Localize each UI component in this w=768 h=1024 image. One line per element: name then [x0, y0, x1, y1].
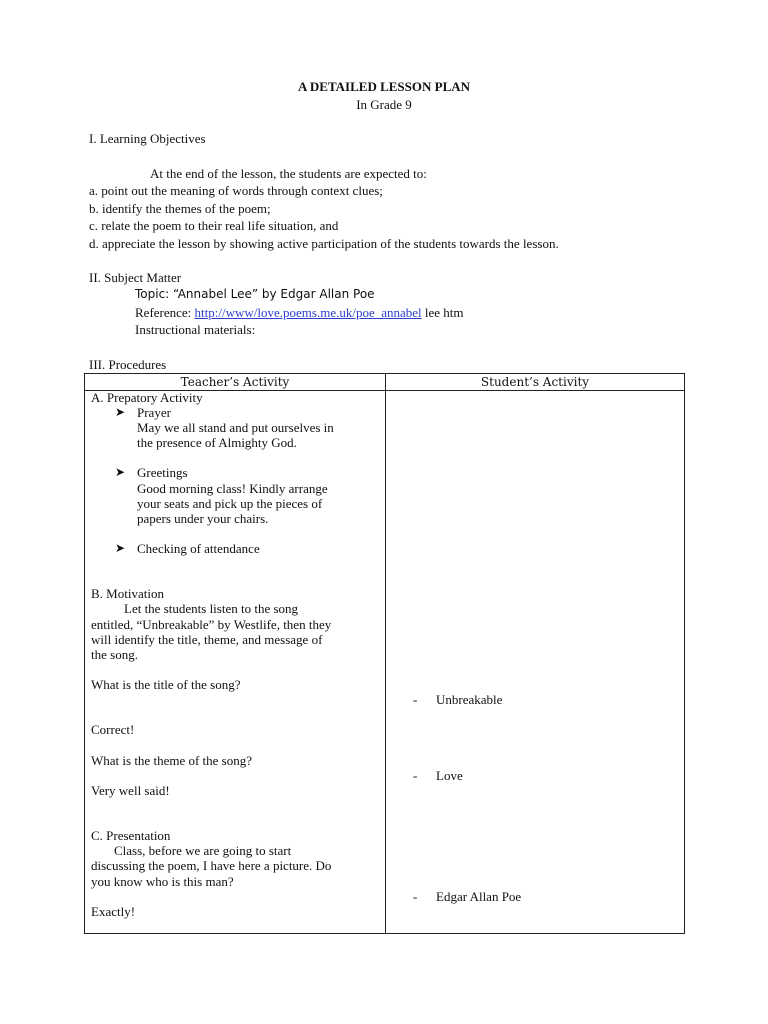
prep-activity-heading: A. Prepatory Activity [91, 390, 203, 405]
subject-reference [135, 304, 464, 322]
question-title: What is the title of the song? [91, 677, 241, 692]
subject-topic: Topic: “Annabel Lee” by Edgar Allan Poe [135, 287, 375, 301]
column-header-student: Student’s Activity [480, 375, 590, 389]
attendance-label: Checking of attendance [137, 541, 260, 556]
objective-item: a. point out the meaning of words through context clues; [89, 183, 383, 198]
prayer-label: Prayer [137, 405, 171, 420]
presentation-line: Class, before we are going to start [114, 843, 292, 858]
answer-dash: - [413, 692, 418, 707]
subject-matter-heading: II. Subject Matter [89, 270, 182, 285]
prayer-line: the presence of Almighty God. [137, 435, 297, 450]
arrow-bullet-icon: ➤ [115, 541, 126, 555]
feedback-correct: Correct! [91, 722, 135, 737]
answer-dash: - [413, 768, 418, 783]
document-subtitle: In Grade 9 [356, 97, 412, 112]
student-answer: Unbreakable [436, 692, 503, 707]
table-column-divider [385, 374, 386, 933]
question-theme: What is the theme of the song? [91, 753, 253, 768]
motivation-line: entitled, “Unbreakable” by Westlife, then they [91, 617, 332, 632]
motivation-line: the song. [91, 647, 138, 662]
presentation-line: you know who is this man? [91, 874, 234, 889]
prayer-line: May we all stand and put ourselves in [137, 420, 334, 435]
reference-tail: lee htm [421, 305, 464, 320]
objectives-intro: At the end of the lesson, the students are expected to: [150, 166, 427, 181]
student-answer: Edgar Allan Poe [436, 889, 522, 904]
greetings-label: Greetings [137, 465, 188, 480]
objective-item: d. appreciate the lesson by showing active participation of the students towards the lesson. [89, 236, 559, 251]
subject-materials: Instructional materials: [135, 322, 256, 337]
feedback-very-well: Very well said! [91, 783, 170, 798]
reference-label: Reference: [135, 305, 195, 320]
greetings-line: your seats and pick up the pieces of [137, 496, 323, 511]
objective-item: c. relate the poem to their real life situation, and [89, 218, 339, 233]
reference-link[interactable]: http://www/love.poems.me.uk/poe_annabel [194, 305, 422, 320]
document-title: A DETAILED LESSON PLAN [297, 79, 471, 94]
objectives-heading: I. Learning Objectives [89, 131, 206, 146]
presentation-line: discussing the poem, I have here a picture. Do [91, 858, 332, 873]
arrow-bullet-icon: ➤ [115, 465, 126, 479]
procedures-heading: III. Procedures [89, 357, 167, 372]
feedback-exactly: Exactly! [91, 904, 136, 919]
objective-item: b. identify the themes of the poem; [89, 201, 271, 216]
column-header-teacher: Teacher’s Activity [180, 375, 290, 389]
motivation-line: Let the students listen to the song [124, 601, 299, 616]
procedures-table [84, 373, 685, 934]
greetings-line: papers under your chairs. [137, 511, 269, 526]
motivation-line: will identify the title, theme, and message of [91, 632, 323, 647]
presentation-heading: C. Presentation [91, 828, 171, 843]
motivation-heading: B. Motivation [91, 586, 164, 601]
arrow-bullet-icon: ➤ [115, 405, 126, 419]
student-answer: Love [436, 768, 463, 783]
answer-dash: - [413, 889, 418, 904]
greetings-line: Good morning class! Kindly arrange [137, 481, 328, 496]
